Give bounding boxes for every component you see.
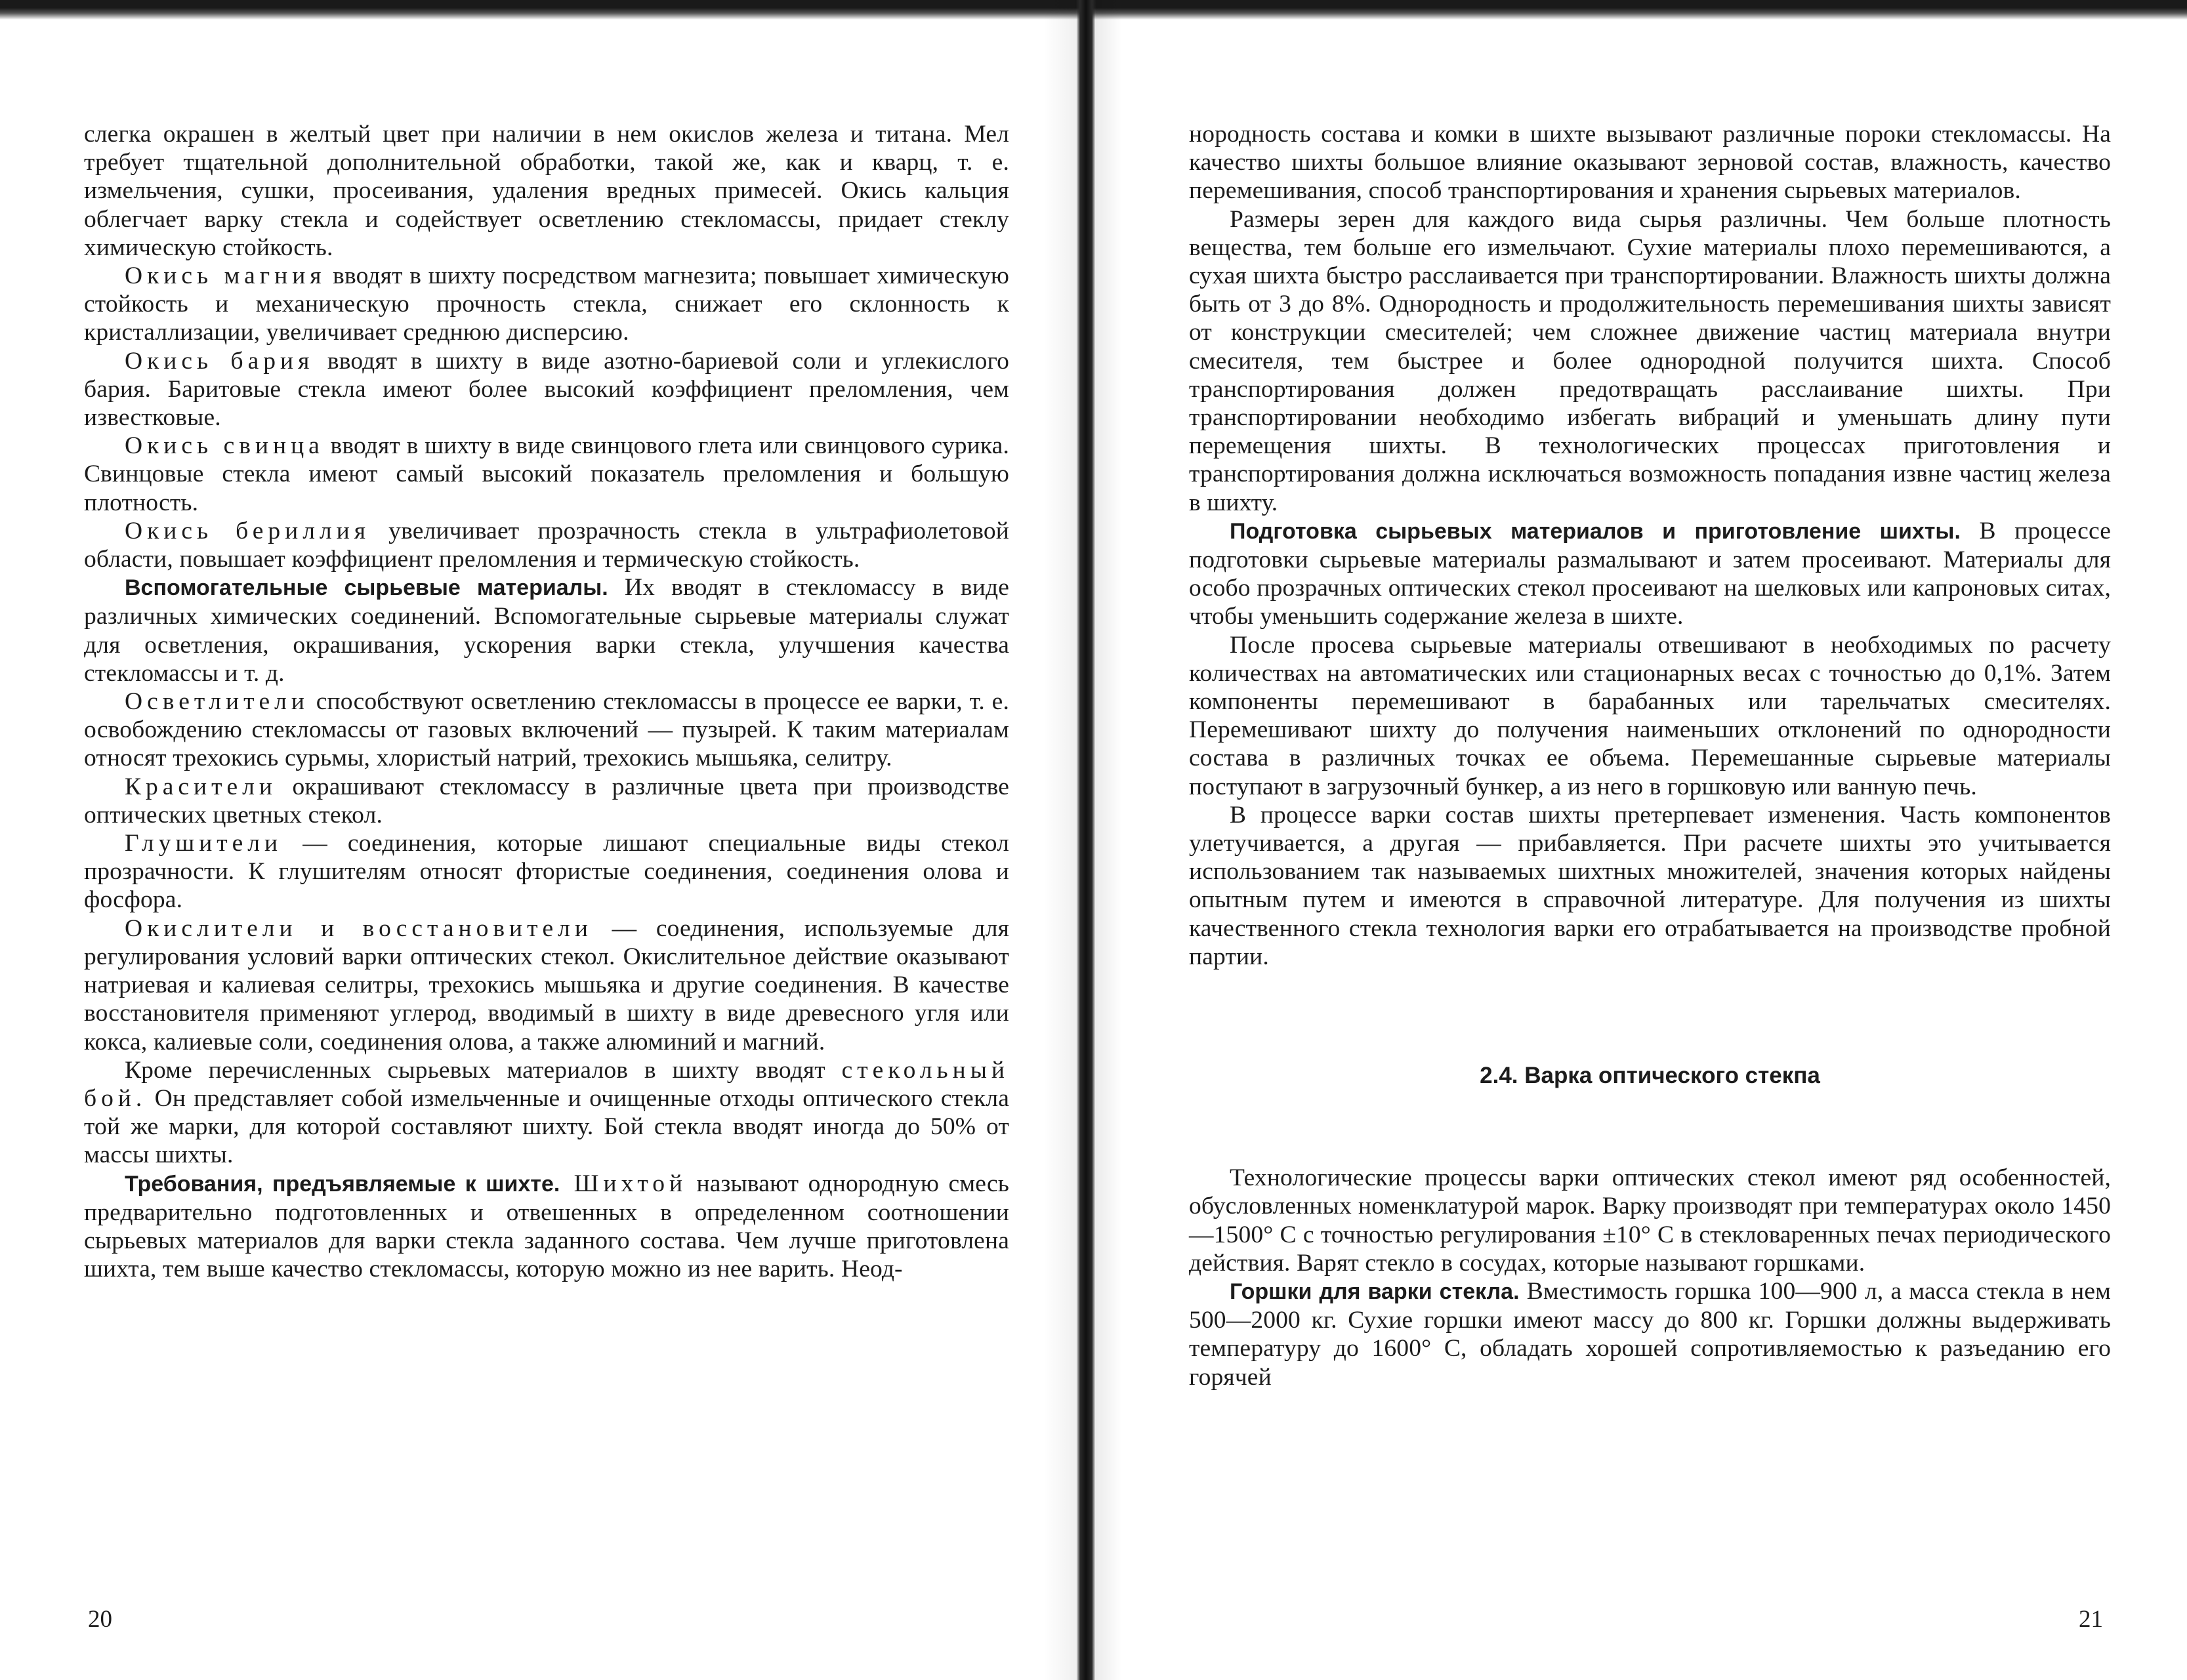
paragraph-heading: Подготовка сырьевых материалов и приготовление шихты. bbox=[1230, 518, 1961, 544]
book-spine bbox=[1076, 0, 1096, 1680]
paragraph: Окись магния вводят в шихту посредством магнезита; повышает химическую стойкость и механическую прочность стекла, снижает его склонность к кристаллизации, увеличивает среднюю дисперсию. bbox=[84, 262, 1009, 346]
paragraph: После просева сырьевые материалы отвешивают в необходимых по расчету количествах на автоматических или стационарных весах с точностью до 0,1%. Затем компоненты перемешивают в барабанных или тарельчатых смесителях. Перемешивают шихту до получения наименьших отклонений по однородности состава в различных точках ее объема. Перемешанные сырьевые материалы поступают в загрузочный бункер, а из него в горшковую или ванную печь. bbox=[1189, 631, 2111, 800]
paragraph: Глушители — соединения, которые лишают специальные виды стекол прозрачности. К глушителям относят фтористые соединения, соединения олова и фосфора. bbox=[84, 830, 1009, 914]
paragraph-lead: стекольный бой. bbox=[84, 1056, 1009, 1112]
paragraph: Окислители и восстановители — соединения, используемые для регулирования условий варки оптических стекол. Окислительное действие оказывают натриевая и калиевая селитры, трехокись мышьяка и другие соединения. В качестве восстановителя применяют углерод, вводимый в шихту в виде древесного угля или кокса, калиевые соли, соединения олова, а также алюминий и магний. bbox=[84, 914, 1010, 1055]
paragraph-lead: Осветлители bbox=[125, 688, 309, 716]
section-title: 2.4. Варка оптического стекпа bbox=[1480, 1063, 1820, 1089]
paragraph: нородность состава и комки в шихте вызывают различные пороки стекломассы. На качество шихты большое влияние оказывают зерновой состав, влажность, качество перемешивания, способ транспортирования и хранения сырьевых материалов. bbox=[1189, 121, 2111, 205]
paragraph-lead: Окислители и восстановители bbox=[125, 914, 593, 942]
left-page bbox=[84, 120, 1009, 1283]
paragraph: Осветлители способствуют осветлению стекломассы в процессе ее варки, т. е. освобождению стекломассы от газовых включений — пузырей. К таким материалам относят трехокись сурьмы, хлористый натрий, трехокись мышьяка, селитру. bbox=[84, 688, 1009, 772]
paragraph: Размеры зерен для каждого вида сырья различны. Чем больше плотность вещества, тем больше его измельчают. Сухие материалы плохо перемешиваются, а сухая шихта быстро расслаивается при транспортировании. Влажность шихты должна быть от 3 до 8%. Однородность и продолжительность перемешивания шихты зависят от конструкции смесителей; чем сложнее движение частиц материала внутри смесителя, тем быстрее и более однородной получится шихта. Способ транспортирования должен предотвращать расслаивание шихты. При транспортировании необходимо избегать вибраций и уменьшать длину пути перемещения шихты. В технологических процессах приготовления и транспортирования должна исключаться возможность попадания извне частиц железа в шихту. bbox=[1189, 205, 2111, 516]
paragraph-lead: Окись свинца bbox=[125, 432, 324, 460]
paragraph: Вспомогательные сырьевые материалы. Их вводят в стекломассу в виде различных химических соединений. Вспомогательные сырьевые материалы служат для осветления, окрашивания, ускорения варки стекла, улучшения качества стекломассы и т. д. bbox=[84, 574, 1009, 687]
right-page bbox=[1189, 120, 2111, 1391]
paragraph-lead: Красители bbox=[125, 773, 277, 800]
spine-shadow-right bbox=[1096, 0, 1122, 1680]
paragraph: Окись бериллия увеличивает прозрачность стекла в ультрафиолетовой области, повышает коэффициент преломления и термическую стойкость. bbox=[84, 517, 1009, 573]
paragraph: В процессе варки состав шихты претерпевает изменения. Часть компонентов улетучивается, а другая — прибавляется. При расчете шихты это учитывается использованием так называемых шихтных множителей, значения которых найдены опытным путем и имеются в справочной литературе. Для получения из шихты качественного стекла технология варки его отрабатывается на производстве пробной партии. bbox=[1189, 801, 2111, 970]
paragraph-heading: Вспомогательные сырьевые материалы. bbox=[125, 575, 608, 601]
paragraph: Кроме перечисленных сырьевых материалов в шихту вводят стекольный бой. Он представляет собой измельченные и очищенные отходы оптического стекла той же марки, для которой составляют шихту. Бой стекла вводят иногда до 50% от массы шихты. bbox=[84, 1056, 1009, 1169]
spine-shadow-left bbox=[1043, 0, 1076, 1680]
paragraph-lead: Шихтой bbox=[560, 1170, 688, 1197]
paragraph-heading: Требования, предъявляемые к шихте. bbox=[125, 1171, 560, 1197]
page-number-left: 20 bbox=[88, 1606, 112, 1633]
paragraph-lead: Окись бария bbox=[125, 347, 314, 375]
paragraph: Горшки для варки стекла. Вместимость горшка 100—900 л, а масса стекла в нем 500—2000 кг. Сухие горшки имеют массу до 800 кг. Горшки должны выдерживать температуру до 1600° С, обладать хорошей сопротивляемостью к разъеданию его горячей bbox=[1189, 1277, 2111, 1391]
paragraph: Требования, предъявляемые к шихте. Шихтой называют однородную смесь предварительно подготовленных и отвешенных в определенном соотношении сырьевых материалов для варки стекла заданного состава. Чем лучше приготовлена шихта, тем выше качество стекломассы, которую можно из нее варить. Неод- bbox=[84, 1170, 1009, 1283]
paragraph: Окись бария вводят в шихту в виде азотно-бариевой соли и углекислого бария. Баритовые стекла имеют более высокий коэффициент преломления, чем известковые. bbox=[84, 347, 1010, 432]
paragraph-lead: Окись магния bbox=[125, 262, 326, 290]
paragraph: Подготовка сырьевых материалов и приготовление шихты. В процессе подготовки сырьевые материалы размалывают и затем просеивают. Материалы для особо прозрачных оптических стекол просеивают на шелковых или капроновых ситах, чтобы уменьшить содержание железа в шихте. bbox=[1189, 517, 2111, 630]
paragraph-lead: Глушители bbox=[125, 830, 283, 857]
paragraph: Технологические процессы варки оптических стекол имеют ряд особенностей, обусловленных номенклатурой марок. Варку производят при температурах около 1450—1500° С с точностью регулирования ±10° С в стекловаренных печах периодического действия. Варят стекло в сосудах, которые называют горшками. bbox=[1189, 1164, 2111, 1277]
page-number-right: 21 bbox=[2079, 1606, 2103, 1633]
paragraph: Красители окрашивают стекломассу в различные цвета при производстве оптических цветных стекол. bbox=[84, 773, 1009, 829]
paragraph-lead: Окись бериллия bbox=[125, 517, 370, 544]
paragraph-heading: Горшки для варки стекла. bbox=[1230, 1279, 1520, 1304]
paragraph: слегка окрашен в желтый цвет при наличии в нем окислов железа и титана. Мел требует тщательной дополнительной обработки, такой же, как и кварц, т. е. измельчения, сушки, просеивания, удаления вредных примесей. Окись кальция облегчает варку стекла и содействует осветлению стекломассы, придает стеклу химическую стойкость. bbox=[84, 121, 1009, 261]
paragraph: Окись свинца вводят в шихту в виде свинцового глета или свинцового сурика. Свинцовые стекла имеют самый высокий показатель преломления и большую плотность. bbox=[84, 432, 1009, 516]
